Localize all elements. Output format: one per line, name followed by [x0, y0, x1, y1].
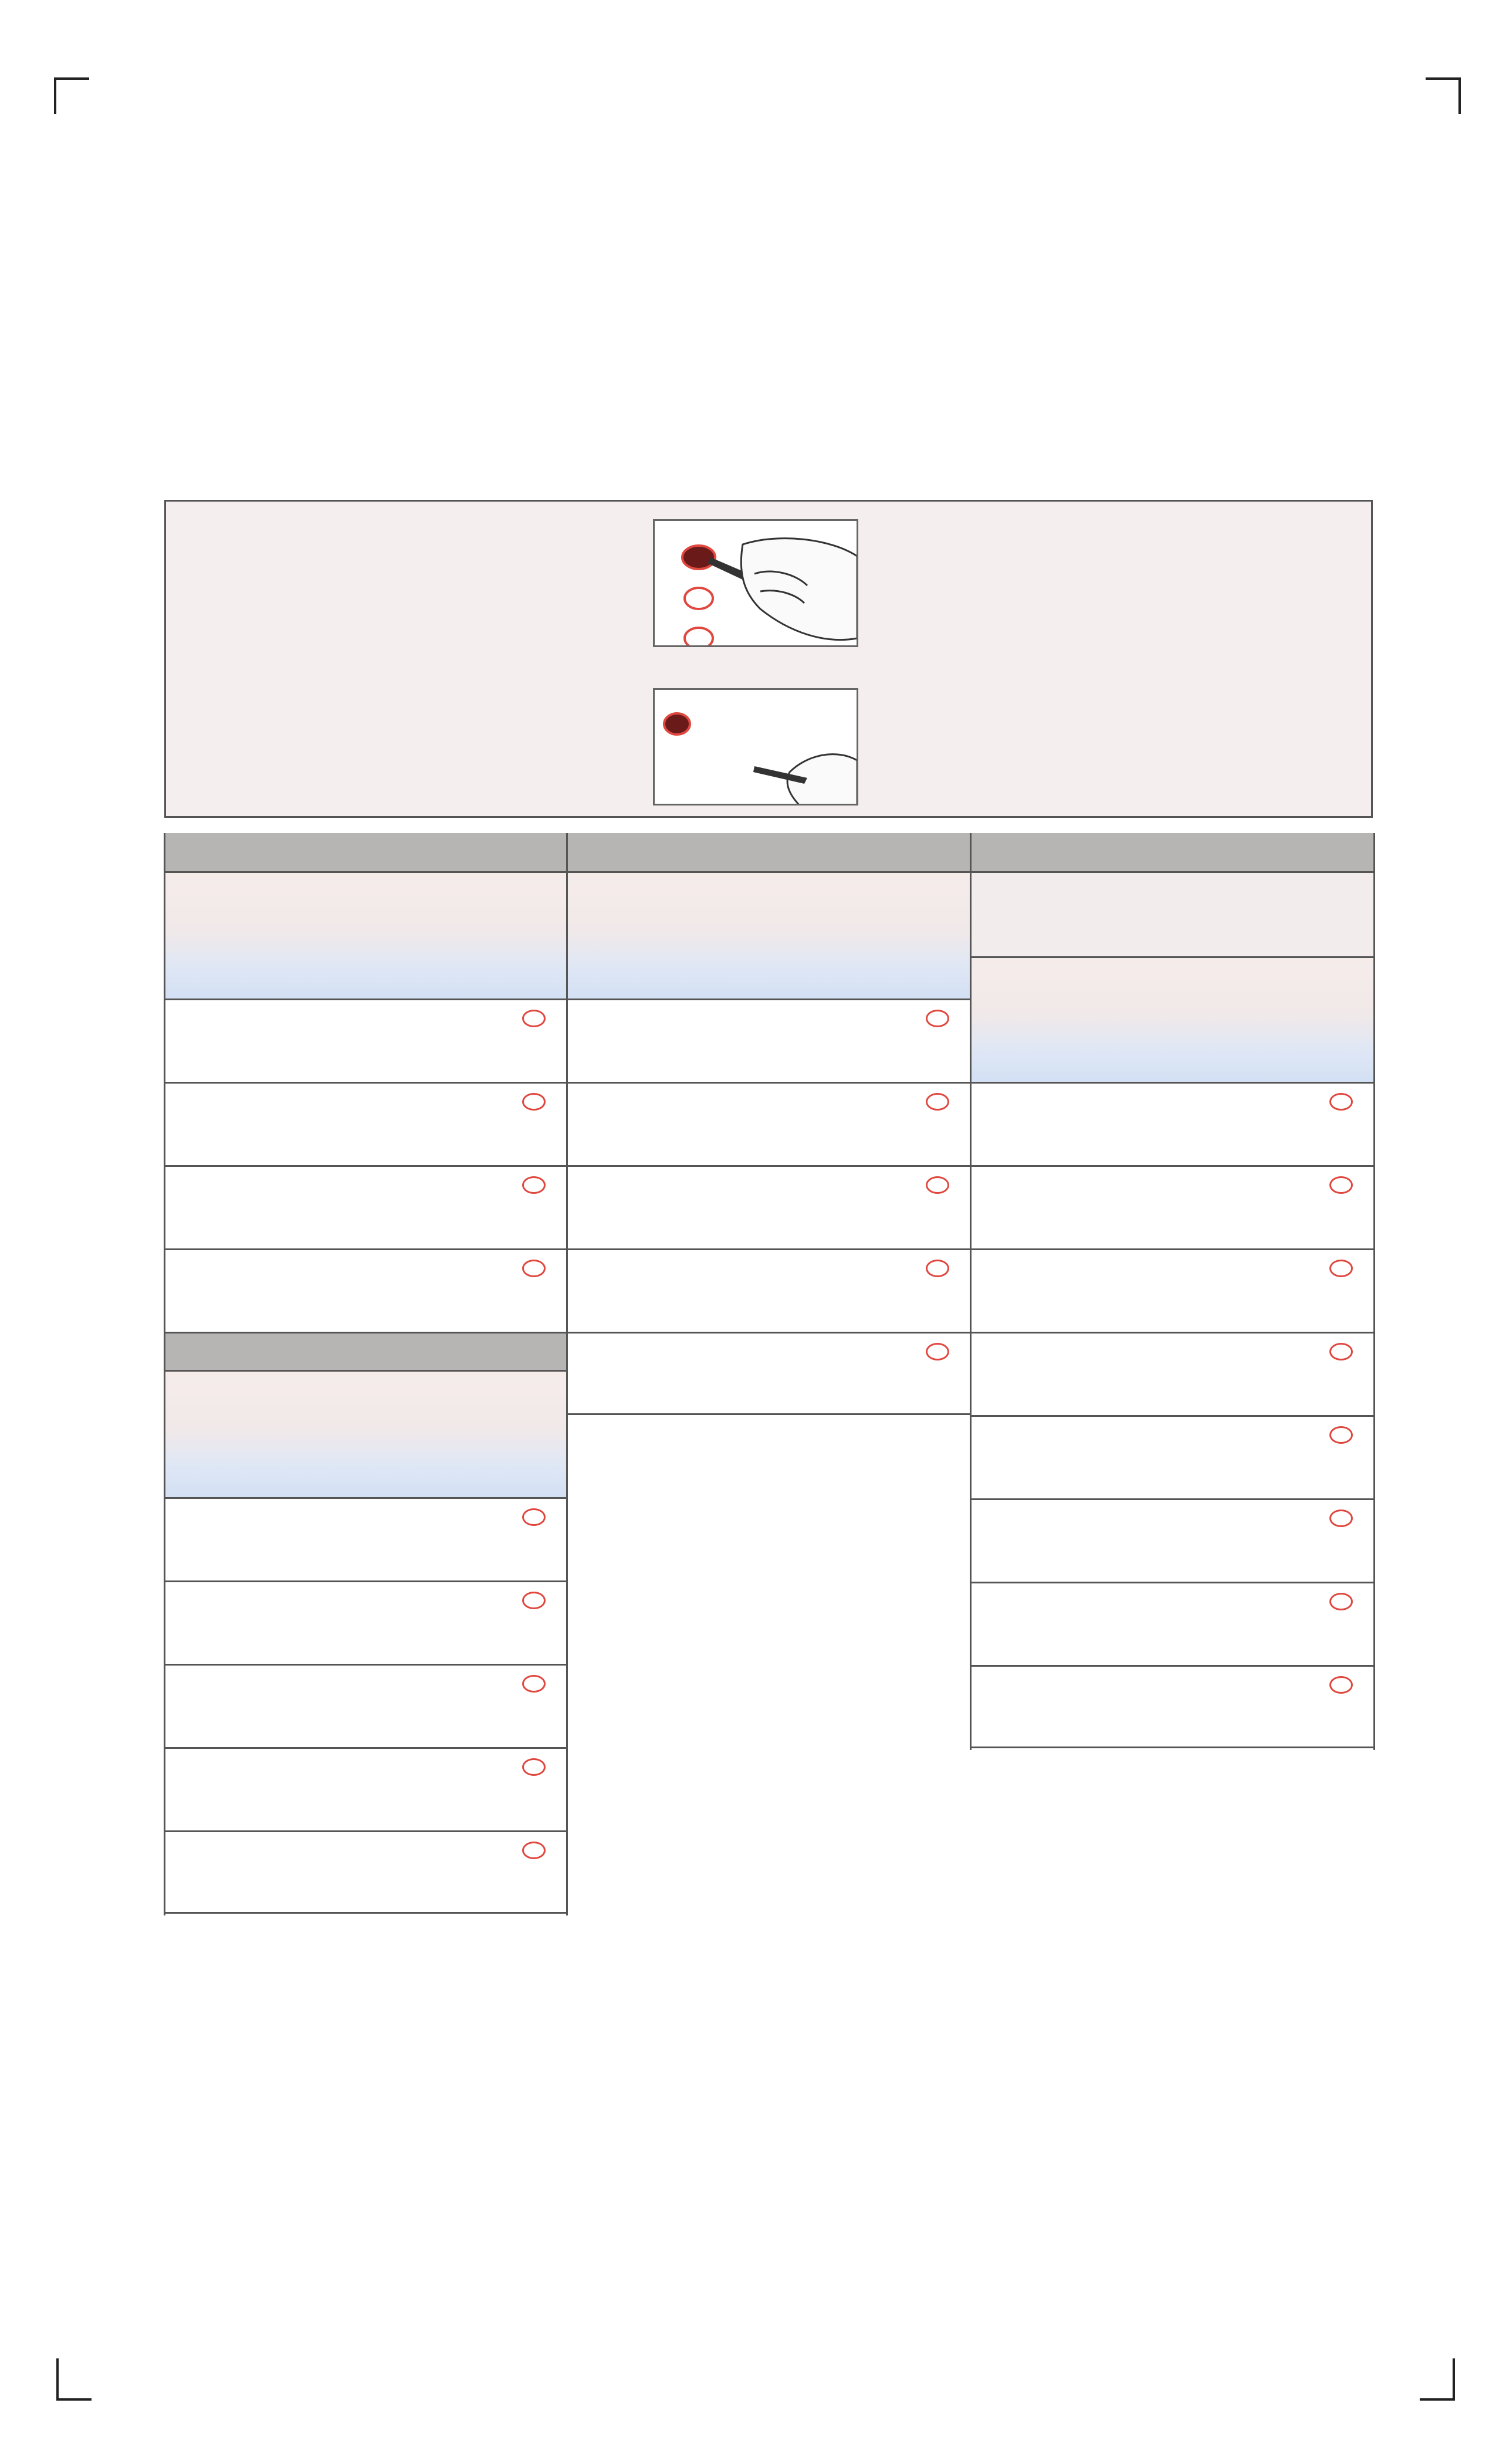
corner-bracket-bottom-right	[1420, 2358, 1455, 2401]
column-header-county	[164, 1332, 567, 1372]
candidate-row[interactable]	[567, 1165, 970, 1248]
vote-oval[interactable]	[1329, 1593, 1353, 1610]
contest-supervisor	[164, 1372, 567, 1497]
contest-governing-board	[970, 956, 1374, 1082]
contest-school-district	[970, 873, 1374, 956]
candidate-row[interactable]	[164, 1497, 567, 1580]
column-divider	[1373, 833, 1375, 1750]
vote-oval[interactable]	[926, 1010, 949, 1027]
candidate-row[interactable]	[970, 1415, 1374, 1498]
contest-governor	[164, 873, 567, 999]
writein-row[interactable]	[970, 1665, 1374, 1748]
candidate-row[interactable]	[164, 1664, 567, 1747]
vote-oval[interactable]	[522, 1842, 546, 1859]
writein-hand-icon	[655, 690, 858, 805]
candidate-row[interactable]	[164, 999, 567, 1082]
writein-row[interactable]	[567, 1332, 970, 1415]
candidate-row[interactable]	[567, 1248, 970, 1332]
column-divider	[970, 833, 972, 1750]
writein-row[interactable]	[164, 1248, 567, 1332]
candidate-row[interactable]	[164, 1165, 567, 1248]
corner-bracket-top-right	[1426, 77, 1461, 114]
candidate-row[interactable]	[970, 1332, 1374, 1415]
vote-oval[interactable]	[522, 1592, 546, 1609]
vote-oval[interactable]	[926, 1343, 949, 1360]
pen-hand-icon	[655, 521, 858, 647]
candidate-row[interactable]	[164, 1580, 567, 1664]
vote-oval[interactable]	[522, 1675, 546, 1693]
column-divider	[164, 833, 165, 1915]
vote-oval[interactable]	[522, 1093, 546, 1111]
vote-oval[interactable]	[1329, 1509, 1353, 1527]
vote-oval[interactable]	[1329, 1676, 1353, 1694]
vote-oval[interactable]	[1329, 1426, 1353, 1444]
vote-oval[interactable]	[522, 1260, 546, 1277]
vote-oval[interactable]	[522, 1176, 546, 1194]
vote-oval[interactable]	[926, 1260, 949, 1277]
writein-row[interactable]	[970, 1582, 1374, 1665]
vote-oval[interactable]	[1329, 1176, 1353, 1194]
candidate-row[interactable]	[970, 1165, 1374, 1248]
vote-oval[interactable]	[522, 1010, 546, 1027]
candidate-row[interactable]	[164, 1082, 567, 1165]
writein-row[interactable]	[164, 1830, 567, 1914]
vote-oval[interactable]	[1329, 1093, 1353, 1111]
column-header-school	[970, 833, 1374, 873]
candidate-row[interactable]	[164, 1747, 567, 1830]
writein-illustration	[653, 688, 858, 805]
candidate-row[interactable]	[567, 1082, 970, 1165]
writein-row[interactable]	[970, 1498, 1374, 1582]
fill-oval-illustration	[653, 519, 858, 647]
vote-oval[interactable]	[926, 1093, 949, 1111]
corner-bracket-bottom-left	[56, 2358, 92, 2401]
candidate-row[interactable]	[970, 1082, 1374, 1165]
vote-oval[interactable]	[1329, 1343, 1353, 1360]
column-header-municipal	[567, 833, 970, 873]
vote-oval[interactable]	[1329, 1260, 1353, 1277]
vote-oval[interactable]	[522, 1508, 546, 1526]
instructions-box	[164, 500, 1373, 818]
corner-bracket-top-left	[54, 77, 89, 114]
column-header-state	[164, 833, 567, 873]
vote-oval[interactable]	[522, 1758, 546, 1776]
vote-oval[interactable]	[926, 1176, 949, 1194]
candidate-row[interactable]	[970, 1248, 1374, 1332]
column-divider	[566, 833, 568, 1915]
candidate-row[interactable]	[567, 999, 970, 1082]
contest-mayor	[567, 873, 970, 999]
